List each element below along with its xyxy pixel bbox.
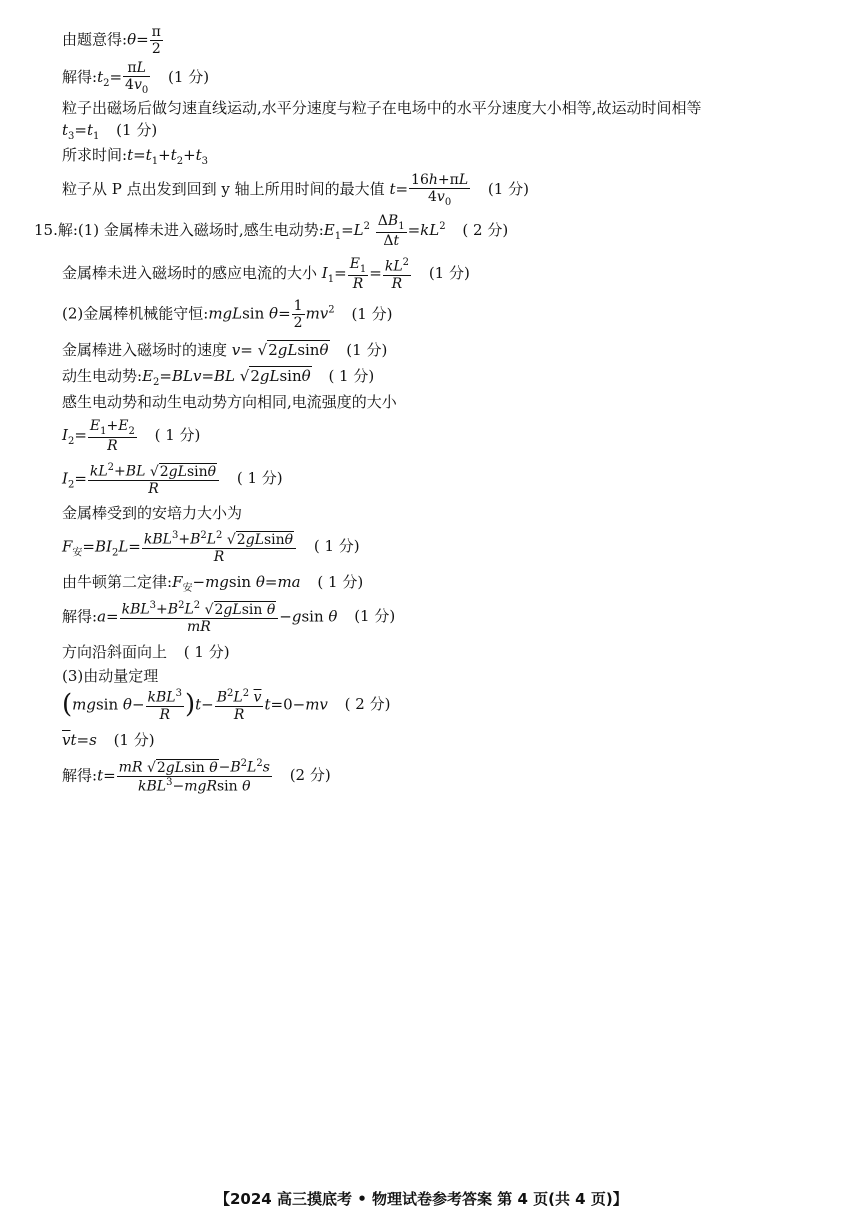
fraction: $\frac{\Delta B_1}{\Delta t}$ — [377, 213, 405, 250]
solution-line: 粒子从 P 点出发到回到 y 轴上所用时间的最大值 t= $\frac{16h+\pi L}{4v_0}$ (1 分) — [62, 172, 529, 208]
score: (1 分) — [113, 731, 155, 749]
score: ( 1 分) — [328, 367, 375, 385]
fraction: $\frac{B^2L^2 \overline{v}}{R}$ — [216, 688, 262, 723]
solution-line: $\overline{v}t=s$ (1 分) — [62, 731, 155, 749]
score: (1 分) — [116, 121, 158, 139]
score: (2 分) — [289, 766, 331, 785]
sqrt: √2gLsinθ — [239, 367, 311, 385]
fraction: $\frac{kL^2+BL √2gLsin\theta}{R}$ — [88, 462, 219, 497]
fraction: $\frac{16h+\pi L}{4v_0}$ — [411, 172, 469, 208]
solution-line: (mgsin θ− $\frac{kBL^3}{R}$ )t− $\frac{B^2L^2 \overline{v}}{R}$ t=0−mv ( 2 分) — [62, 688, 391, 723]
solution-line: 由牛顿第二定律$:F_安-mgsin$ θ=ma ( 1 分) — [62, 573, 364, 594]
solution-line: $t_3=t_1$ (1 分) — [62, 121, 158, 142]
solution-line: 金属棒未进入磁场时的感应电流的大小 $I_1=$ $\frac{E_1}{R}$ = $\frac{kL^2}{R}$ (1 分) — [62, 256, 470, 293]
fraction: $\frac{kBL^3+B^2L^2 √2gLsin \theta}{mR}$ — [120, 600, 279, 635]
solution-line: $F_安=BI_2L=$ $\frac{kBL^3+B^2L^2 √2gLsin\theta}{R}$ ( 1 分) — [62, 530, 360, 565]
solution-line: 解得:t= $\frac{mR √2gLsin \theta-B^2L^2s}{kBL^3-mgRsin \theta}$ (2 分) — [62, 758, 331, 795]
score: ( 2 分) — [344, 695, 391, 714]
score: ( 1 分) — [183, 643, 230, 661]
solution-line: 解得$:t_2=$ $\frac{\pi L}{4v_0}$ (1 分) — [62, 60, 210, 96]
solution-line: 所求时间$:t=t_1+t_2+t_3$ — [62, 146, 209, 167]
solution-line: 金属棒受到的安培力大小为 — [62, 504, 243, 522]
solution-line: 方向沿斜面向上 ( 1 分) — [62, 643, 230, 661]
solution-line: $I_2=$ $\frac{kL^2+BL √2gLsin\theta}{R}$ ( 1 分) — [62, 462, 283, 497]
solution-line: 金属棒进入磁场时的速度 v= √2gLsinθ (1 分) — [62, 341, 388, 359]
solution-line: 由题意得:θ= $\frac{\pi}{2}$ — [62, 24, 161, 58]
score: ( 1 分) — [313, 537, 360, 556]
fraction: $\frac{\pi L}{4v_0}$ — [125, 60, 149, 96]
sqrt: √2gLsinθ — [257, 341, 329, 359]
score: (1 分) — [351, 304, 393, 323]
solution-line: $I_2=$ $\frac{E_1+E_2}{R}$ ( 1 分) — [62, 418, 201, 455]
solution-line: (2)金属棒机械能守恒:mgLsin θ= $\frac{1}{2}$ $mv^2$ (1 分) — [62, 298, 393, 332]
solution-line: 粒子出磁场后做匀速直线运动,水平分速度与粒子在电场中的水平分速度大小相等,故运动时间相等 — [62, 99, 702, 117]
question-15-line: 15.解:(1) 金属棒未进入磁场时,感生电动势$:E_1=L^2$ $\frac{\Delta B_1}{\Delta t}$ $=kL^2$ ( 2 分) — [34, 213, 509, 250]
score: ( 1 分) — [154, 426, 201, 445]
score: (1 分) — [428, 264, 470, 283]
fraction: $\frac{kBL^3}{R}$ — [147, 688, 182, 723]
solution-line: 解得:a= $\frac{kBL^3+B^2L^2 √2gLsin \theta}{mR}$ −gsin θ (1 分) — [62, 600, 396, 635]
fraction: $\frac{E_1}{R}$ — [349, 256, 367, 293]
fraction: $\frac{mR √2gLsin \theta-B^2L^2s}{kBL^3-mgRsin \theta}$ — [118, 758, 270, 795]
question-number: 15. — [34, 221, 58, 240]
score: ( 2 分) — [462, 221, 509, 240]
score: (1 分) — [168, 68, 210, 87]
fraction: $\frac{kL^2}{R}$ — [384, 256, 410, 292]
score: ( 1 分) — [317, 573, 364, 591]
solution-line: 感生电动势和动生电动势方向相同,电流强度的大小 — [62, 393, 397, 411]
fraction: $\frac{1}{2}$ — [293, 298, 303, 332]
score: ( 1 分) — [236, 469, 283, 488]
solution-line: (3)由动量定理 — [62, 667, 159, 685]
fraction: $\frac{\pi}{2}$ — [151, 24, 161, 58]
fraction: $\frac{kBL^3+B^2L^2 √2gLsin\theta}{R}$ — [142, 530, 296, 565]
score: (1 分) — [354, 607, 396, 626]
score: (1 分) — [346, 341, 388, 359]
solution-line: 动生电动势$:E_2=BLv=BL$ √2gLsinθ ( 1 分) — [62, 367, 375, 388]
fraction: $\frac{E_1+E_2}{R}$ — [89, 418, 135, 455]
page-footer: 【2024 高三摸底考 • 物理试卷参考答案 第 4 页(共 4 页)】 — [215, 1190, 628, 1208]
score: (1 分) — [487, 180, 529, 199]
